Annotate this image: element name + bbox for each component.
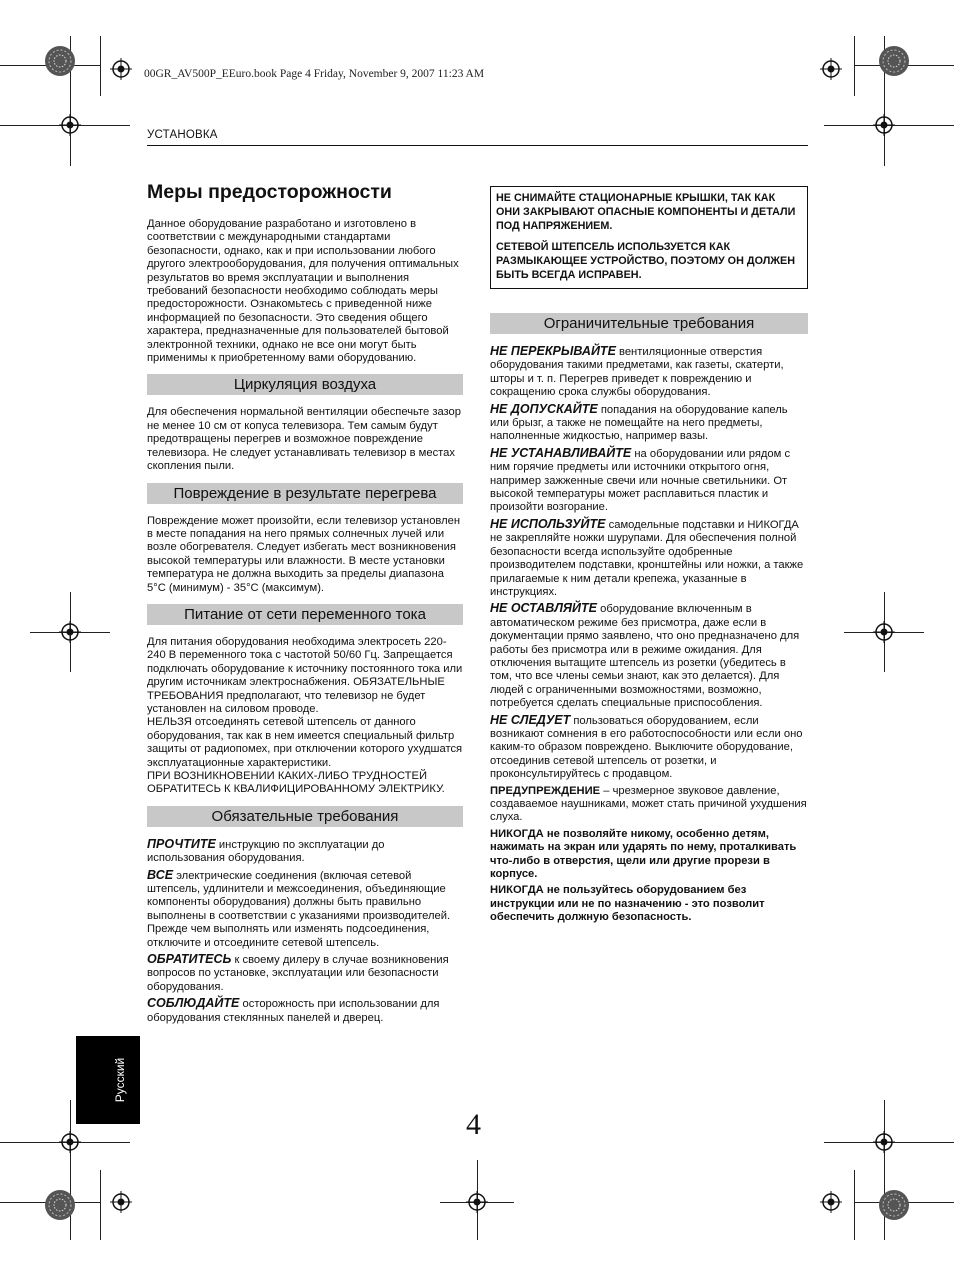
registration-mark-icon: [820, 58, 842, 80]
item-text: самодельные подставки и НИКОГДА не закрепляйте ножки шурупами. Для обеспечения полной безопасности всегда используйте одобренные производителем подставки, кронштейны или ножки, а также прилагаемые к ним детали крепежа, указанные в инструкциях.: [490, 518, 804, 598]
crop-mark: [100, 36, 101, 96]
keyword: НЕ ИСПОЛЬЗУЙТЕ: [490, 516, 606, 531]
crop-mark: [854, 36, 855, 96]
halftone-rosette-icon: [44, 45, 76, 77]
power-text-1: Для питания оборудования необходима электросеть 220-240 В переменного тока с частотой 50/60 Гц. Запрещается подключать оборудование к источнику постоянного тока или другим источникам электроснабжения. ОБЯЗАТЕЛЬНЫЕ ТРЕБОВАНИЯ предполагают, что телевизор не будет установлен на силовом проводе.: [147, 635, 463, 715]
keyword: НЕ УСТАНАВЛИВАЙТЕ: [490, 445, 632, 460]
item-text: к своему дилеру в случае возникновения вопросов по установке, эксплуатации или безопасности оборудования.: [147, 954, 449, 993]
left-column: [147, 180, 463, 1028]
keyword: НЕ ДОПУСКАЙТЕ: [490, 401, 598, 416]
keyword: ПРЕДУПРЕЖДЕНИЕ: [490, 784, 601, 797]
page-title: Меры предосторожности: [147, 181, 392, 203]
item-text: вентиляционные отверстия оборудования такими предметами, как газеты, скатерти, шторы и т. п. Перегрев приведет к повреждению и сокращению срока службы оборудования.: [490, 346, 784, 399]
keyword: ОБРАТИТЕСЬ: [147, 952, 232, 967]
item-text: осторожность при использовании для оборудования стеклянных панелей и дверец.: [147, 998, 440, 1024]
registration-mark-icon: [59, 114, 81, 136]
warning-box-text-1: НЕ СНИМАЙТЕ СТАЦИОНАРНЫЕ КРЫШКИ, ТАК КАК ОНИ ЗАКРЫВАЮТ ОПАСНЫЕ КОМПОНЕНТЫ И ДЕТАЛИ ПОД НАПРЯЖЕНИЕМ.: [496, 192, 796, 232]
registration-mark-icon: [873, 1131, 895, 1153]
right-column: [490, 186, 808, 928]
keyword: НЕ СЛЕДУЕТ: [490, 712, 571, 727]
restriction-item: [490, 447, 808, 515]
halftone-rosette-icon: [878, 1189, 910, 1221]
registration-mark-icon: [110, 58, 132, 80]
headphone-warning: [490, 785, 808, 825]
intro-text: Данное оборудование разработано и изготовлено в соответствии с международными стандартами безопасности, однако, как и при использовании любого другого электрооборудования, для получения оптимальных результатов во время эксплуатации и выполнения требований безопасности необходимо соблюдать меры предосторожности. Ознакомьтесь с приведенной ниже информацией по безопасности. Это сведения общего характера, предназначенные для пользователей бытовой электронной техники, однако не все они могут быть применимы к приобретенному вами оборудованию.: [147, 218, 459, 365]
registration-mark-icon: [873, 114, 895, 136]
item-text: инструкцию по эксплуатации до использования оборудования.: [147, 838, 385, 865]
registration-mark-icon: [59, 621, 81, 643]
language-tab-label: Русский: [113, 1057, 127, 1103]
halftone-rosette-icon: [878, 45, 910, 77]
item-text: попадания на оборудование капель или брызг, а также не помещайте на него предметы, наполненные жидкостью, например вазы.: [490, 403, 788, 443]
section-heading-heat: Повреждение в результате перегрева: [147, 483, 463, 504]
restriction-item: [490, 518, 808, 599]
mandatory-item: [147, 997, 463, 1025]
section-label: УСТАНОВКА: [147, 129, 218, 141]
warning-box-text-2: СЕТЕВОЙ ШТЕПСЕЛЬ ИСПОЛЬЗУЕТСЯ КАК РАЗМЫКАЮЩЕЕ УСТРОЙСТВО, ПОЭТОМУ ОН ДОЛЖЕН БЫТЬ ВСЕГДА ИСПРАВЕН.: [496, 241, 796, 281]
registration-mark-icon: [110, 1191, 132, 1213]
restriction-item: [490, 345, 808, 400]
keyword: НЕ ПЕРЕКРЫВАЙТЕ: [490, 344, 616, 358]
restriction-item: [490, 714, 808, 782]
crop-mark: [854, 1170, 855, 1240]
section-heading-mandatory: Обязательные требования: [147, 806, 463, 827]
mandatory-item: [147, 953, 463, 994]
keyword: ПРОЧТИТЕ: [147, 836, 216, 851]
section-heading-power: Питание от сети переменного тока: [147, 604, 463, 625]
mandatory-item: [147, 869, 463, 950]
restriction-item: [490, 602, 808, 710]
page-number: 4: [466, 1108, 481, 1141]
item-text: оборудование включенным в автоматическом режиме без присмотра, даже если в документации прямо заявлено, что оно предназначено для работы без присмотра или в режиме ожидания. Для отключения вытащите штепсель из розетки (убедитесь в том, что все члены семьи знают, как это делается). Для людей с ограниченными возможностями, возможно, потребуется сделать специальные приспособления.: [490, 603, 800, 710]
registration-mark-icon: [873, 621, 895, 643]
header-rule: [147, 145, 808, 146]
item-text: на оборудовании или рядом с ним горячие предметы или источники открытого огня, например зажженные свечи или ночные светильники. От высокой температуры может расплавиться пластик и произойти возгорание.: [490, 447, 791, 514]
section-heading-air: Циркуляция воздуха: [147, 374, 463, 395]
air-text: Для обеспечения нормальной вентиляции обеспечьте зазор не менее 10 см от копуса телевизора. Тем самым будут предотвращены перегрев и возможное повреждение телевизора. Не следует устанавливать телевизор в местах скопления пыли.: [147, 406, 461, 473]
section-heading-restrictions: Ограничительные требования: [490, 313, 808, 334]
keyword: НЕ ОСТАВЛЯЙТЕ: [490, 601, 597, 616]
mandatory-item: [147, 838, 463, 866]
never-warning-1: НИКОГДА не позволяйте никому, особенно детям, нажимать на экран или ударять по нему, проталкивать что-либо в отверстия, щели или другие прорези в корпусе.: [490, 827, 797, 881]
registration-mark-icon: [820, 1191, 842, 1213]
crop-mark: [100, 1170, 101, 1240]
keyword: ВСЕ: [147, 867, 174, 882]
language-tab: [76, 1036, 140, 1124]
registration-mark-icon: [466, 1191, 488, 1213]
item-text: пользоваться оборудованием, если возникают сомнения в его работоспособности или если оно каким-то образом повреждено. Выключите оборудование, отсоединив сетевой штепсель от розетки, и проконсультируйтесь с продавцом.: [490, 714, 803, 781]
heat-text: Повреждение может произойти, если телевизор установлен в месте попадания на него прямых солнечных лучей или возле обогревателя. Следует избегать мест возникновения высокой температуры или влажности. В месте установки температура не должна выходить за пределы диапазона 5°C (минимум) - 35°C (максимум).: [147, 514, 461, 594]
item-text: – чрезмерное звуковое давление, создаваемое наушниками, может стать причиной ухудшения слуха.: [490, 784, 807, 824]
registration-mark-icon: [59, 1131, 81, 1153]
print-bookline: 00GR_AV500P_EEuro.book Page 4 Friday, November 9, 2007 11:23 AM: [144, 68, 485, 80]
restriction-item: [490, 403, 808, 444]
power-text-2: НЕЛЬЗЯ отсоединять сетевой штепсель от данного оборудования, так как в нем имеется специальный фильтр защиты от радиопомех, при отключении которого ухудшатся эксплуатационные характеристики.: [147, 716, 463, 769]
halftone-rosette-icon: [44, 1189, 76, 1221]
never-warning-2: НИКОГДА не пользуйтесь оборудованием без инструкции или не по назначению - это позволит обеспечить должную безопасность.: [490, 884, 765, 924]
power-text-3: ПРИ ВОЗНИКНОВЕНИИ КАКИХ-ЛИБО ТРУДНОСТЕЙ ОБРАТИТЕСЬ К КВАЛИФИЦИРОВАННОМУ ЭЛЕКТРИКУ.: [147, 770, 445, 796]
keyword: СОБЛЮДАЙТЕ: [147, 996, 240, 1011]
warning-box: [490, 186, 808, 289]
item-text: электрические соединения (включая сетевой штепсель, удлинители и межсоединения, объединяющие компоненты оборудования) должны быть правильно выполнены в соответствии с указаниями производителей. Прежде чем выполнять или изменять подсоединения, отключите и отсоедините сетевой штепсель.: [147, 869, 451, 949]
